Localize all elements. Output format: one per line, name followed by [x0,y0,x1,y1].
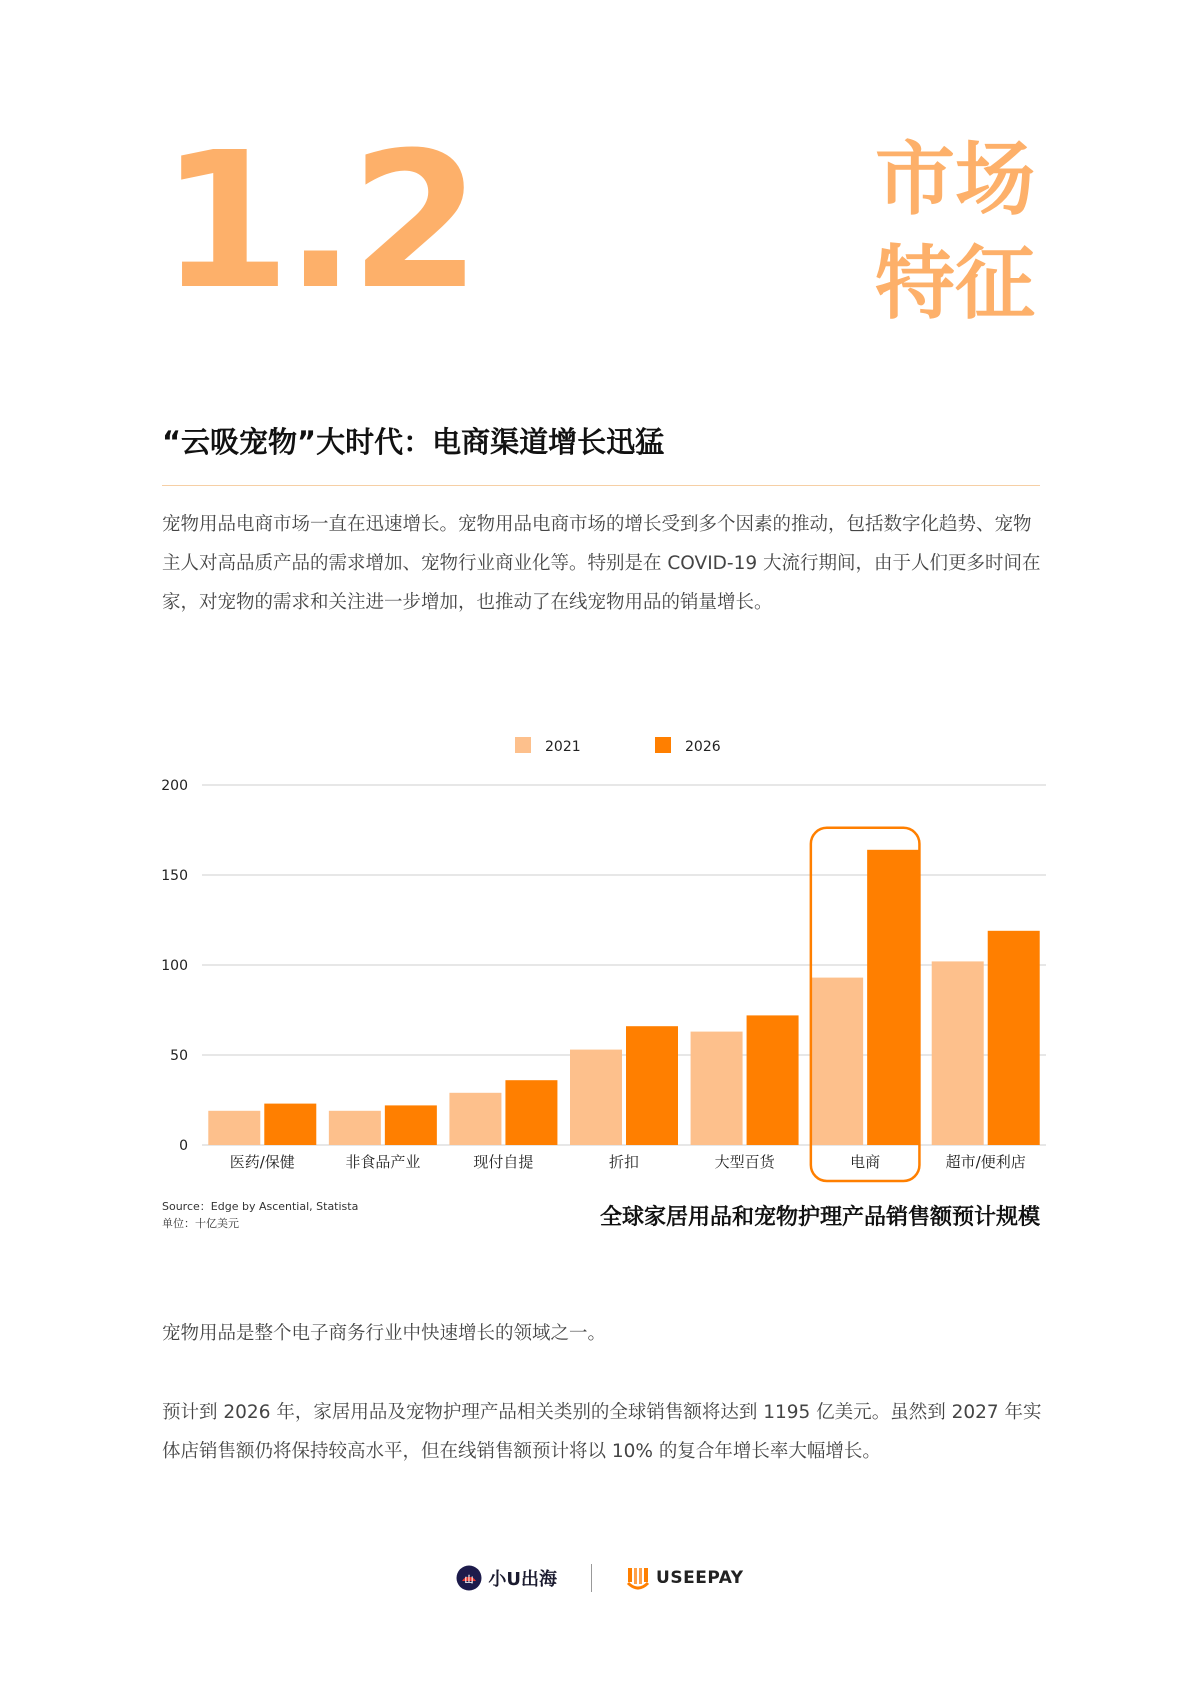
bar-chart [150,715,1050,1185]
bar-2021-3 [570,1050,622,1145]
footer [0,1558,1200,1598]
bar-2026-1 [385,1105,437,1145]
bar-2026-5 [867,850,919,1145]
useepay-logo-icon [626,1565,650,1591]
footer-divider [591,1564,592,1592]
bar-2021-2 [449,1093,501,1145]
headline: “云吸宠物”大时代：电商渠道增长迅猛 [162,425,665,459]
bar-2021-4 [691,1032,743,1145]
unit-line: 单位：十亿美元 [162,1217,239,1230]
section-number: 1.2 [160,112,476,331]
chart-caption: 全球家居用品和宠物护理产品销售额预计规模 [599,1205,1040,1230]
bar-2026-2 [505,1080,557,1145]
bar-2026-0 [264,1104,316,1145]
legend [515,737,721,755]
x-tick-label: 大型百货 [714,1153,775,1171]
bar-2021-0 [208,1111,260,1145]
bar-2021-1 [329,1111,381,1145]
x-tick-labels [230,1153,1026,1171]
y-tick-label: 0 [179,1138,188,1154]
section-title-line2: 特征 [875,237,1035,330]
y-tick-label: 100 [161,958,188,974]
section-title-line1: 市场 [875,133,1035,226]
legend-swatch-2021 [515,737,531,753]
legend-label: 2026 [685,739,721,755]
xiaou-logo-icon [456,1565,482,1591]
legend-swatch-2026 [655,737,671,753]
paragraph-3: 预计到 2026 年，家居用品及宠物护理产品相关类别的全球销售额将达到 1195 亿美元。虽然到 2027 年实体店销售额仍将保持较高水平，但在线销售额预计将以 10% 的复合年增长率大幅增长。 [162,1402,1042,1462]
x-tick-label: 医药/保健 [229,1153,295,1171]
x-tick-label: 现付自提 [473,1153,534,1171]
x-tick-label: 折扣 [608,1153,640,1171]
bar-2026-6 [988,931,1040,1145]
source-note [162,1198,358,1232]
bar-2021-6 [932,961,984,1145]
section-title [875,128,1055,336]
legend-label: 2021 [545,739,581,755]
y-tick-label: 150 [161,868,188,884]
source-line: Source：Edge by Ascential, Statista [162,1200,359,1213]
bar-2021-5 [811,978,863,1145]
bars [208,850,1039,1145]
y-tick-label: 200 [161,778,188,794]
paragraph-2: 宠物用品是整个电子商务行业中快速增长的领域之一。 [162,1323,607,1344]
brand-xiaou-label: 小U出海 [488,1569,558,1590]
brand-xiaou [456,1565,557,1591]
xiaou-logo-glyph: 山 [464,1575,474,1586]
x-tick-label: 超市/便利店 [945,1153,1026,1171]
x-tick-label: 电商 [850,1153,881,1171]
y-tick-label: 50 [170,1048,188,1064]
x-tick-label: 非食品产业 [345,1153,421,1171]
brand-useepay-label: USEEPAY [656,1568,744,1588]
intro-paragraph: 宠物用品电商市场一直在迅速增长。宠物用品电商市场的增长受到多个因素的推动，包括数字化趋势、宠物主人对高品质产品的需求增加、宠物行业商业化等。特别是在 COVID-19 大流行期间，由于人们更多时间在家，对宠物的需求和关注进一步增加，也推动了在线宠物用品的销量增长。 [162,514,1041,613]
brand-useepay [626,1565,744,1591]
y-tick-labels [161,778,188,1154]
bar-2026-4 [747,1015,799,1145]
divider [162,485,1040,486]
bar-2026-3 [626,1026,678,1145]
